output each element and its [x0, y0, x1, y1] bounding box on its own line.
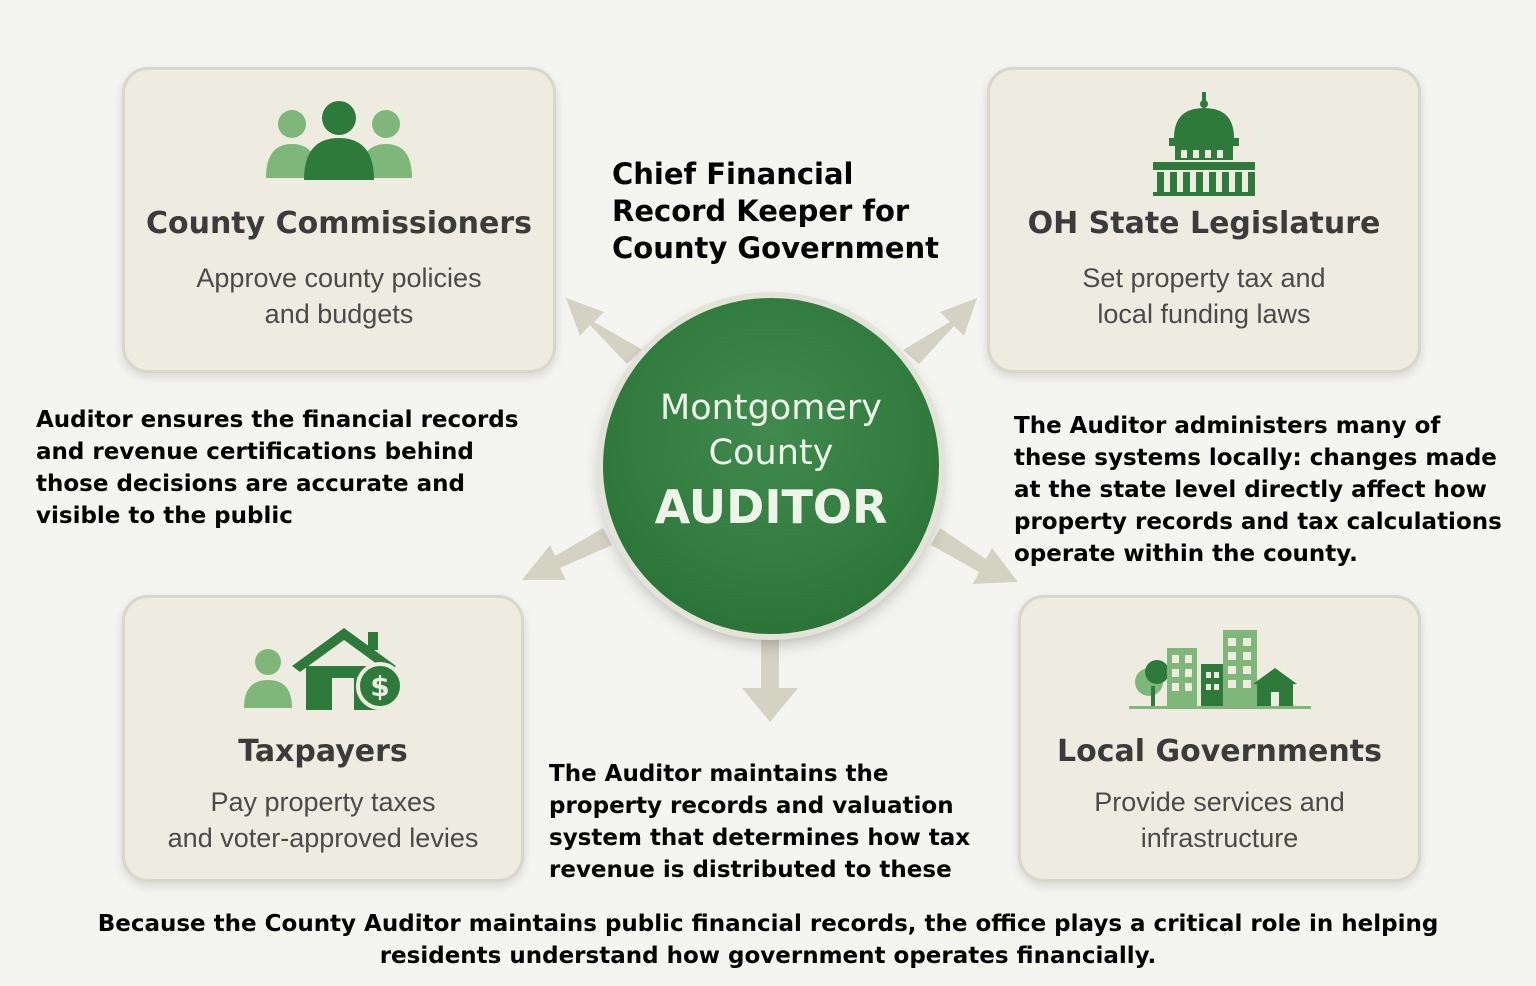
card-title: Local Governments — [1057, 734, 1382, 769]
footer-line-1: Because the County Auditor maintains public financial records, the office plays a critical role in helping — [97, 911, 1439, 937]
person-house-dollar-icon — [242, 626, 404, 710]
note-left-line-1: Auditor ensures the financial records — [36, 407, 519, 433]
card-desc-line-1: Pay property taxes — [210, 787, 436, 817]
note-right-line-4: property records and tax calculations — [1014, 509, 1502, 535]
note-left-line-4: visible to the public — [36, 503, 293, 529]
arrow-down — [742, 636, 798, 722]
card-oh-state-legislature — [987, 67, 1421, 373]
footer-caption — [60, 908, 1476, 972]
heading — [612, 156, 952, 267]
note-bottom-line-3: system that determines how tax — [549, 825, 971, 851]
note-left-line-3: those decisions are accurate and — [36, 471, 465, 497]
card-desc-line-2: and budgets — [264, 299, 414, 329]
card-title: OH State Legislature — [1027, 206, 1381, 241]
card-county-commissioners — [122, 67, 556, 373]
card-description — [125, 260, 553, 332]
card-title: Taxpayers — [238, 734, 408, 769]
card-title: County Commissioners — [145, 206, 533, 241]
note-right-line-1: The Auditor administers many of — [1014, 413, 1441, 439]
note-right-line-2: these systems locally: changes made — [1014, 445, 1497, 471]
arrow-to-taxpayers — [522, 528, 612, 580]
note-right — [1014, 410, 1529, 570]
note-bottom-line-4: revenue is distributed to these — [549, 857, 952, 883]
card-description — [990, 260, 1418, 332]
center-line-2: County — [708, 433, 834, 473]
note-bottom-line-2: property records and valuation — [549, 793, 954, 819]
note-left-line-2: and revenue certifications behind — [36, 439, 474, 465]
people-group-icon — [264, 100, 414, 180]
arrow-to-commissioners — [566, 298, 643, 364]
note-bottom — [549, 758, 999, 886]
card-desc-line-2: and voter-approved levies — [167, 823, 479, 853]
card-desc-line-1: Set property tax and — [1082, 263, 1326, 293]
note-right-line-5: operate within the county. — [1014, 541, 1358, 567]
card-description — [1021, 784, 1418, 856]
card-desc-line-2: infrastructure — [1140, 823, 1299, 853]
card-local-governments — [1018, 595, 1421, 882]
arrow-to-legislature — [903, 298, 977, 364]
card-taxpayers — [122, 595, 524, 882]
center-line-3: AUDITOR — [654, 480, 888, 534]
city-buildings-icon — [1127, 628, 1313, 710]
heading-line-1: Chief Financial — [612, 157, 854, 191]
heading-line-3: County Government — [612, 231, 940, 265]
note-left — [36, 404, 556, 532]
card-description — [125, 784, 521, 856]
footer-line-2: residents understand how government operates financially. — [379, 943, 1157, 969]
card-desc-line-1: Provide services and — [1094, 787, 1345, 817]
note-right-line-3: at the state level directly affect how — [1014, 477, 1487, 503]
card-desc-line-2: local funding laws — [1097, 299, 1311, 329]
arrow-to-local — [931, 528, 1018, 584]
note-bottom-line-1: The Auditor maintains the — [549, 761, 889, 787]
svg-text:$: $ — [370, 670, 390, 703]
capitol-building-icon — [1149, 92, 1259, 196]
heading-line-2: Record Keeper for — [612, 194, 910, 228]
card-desc-line-1: Approve county policies — [196, 263, 482, 293]
center-line-1: Montgomery — [660, 388, 882, 428]
auditor-center-circle — [603, 298, 939, 634]
